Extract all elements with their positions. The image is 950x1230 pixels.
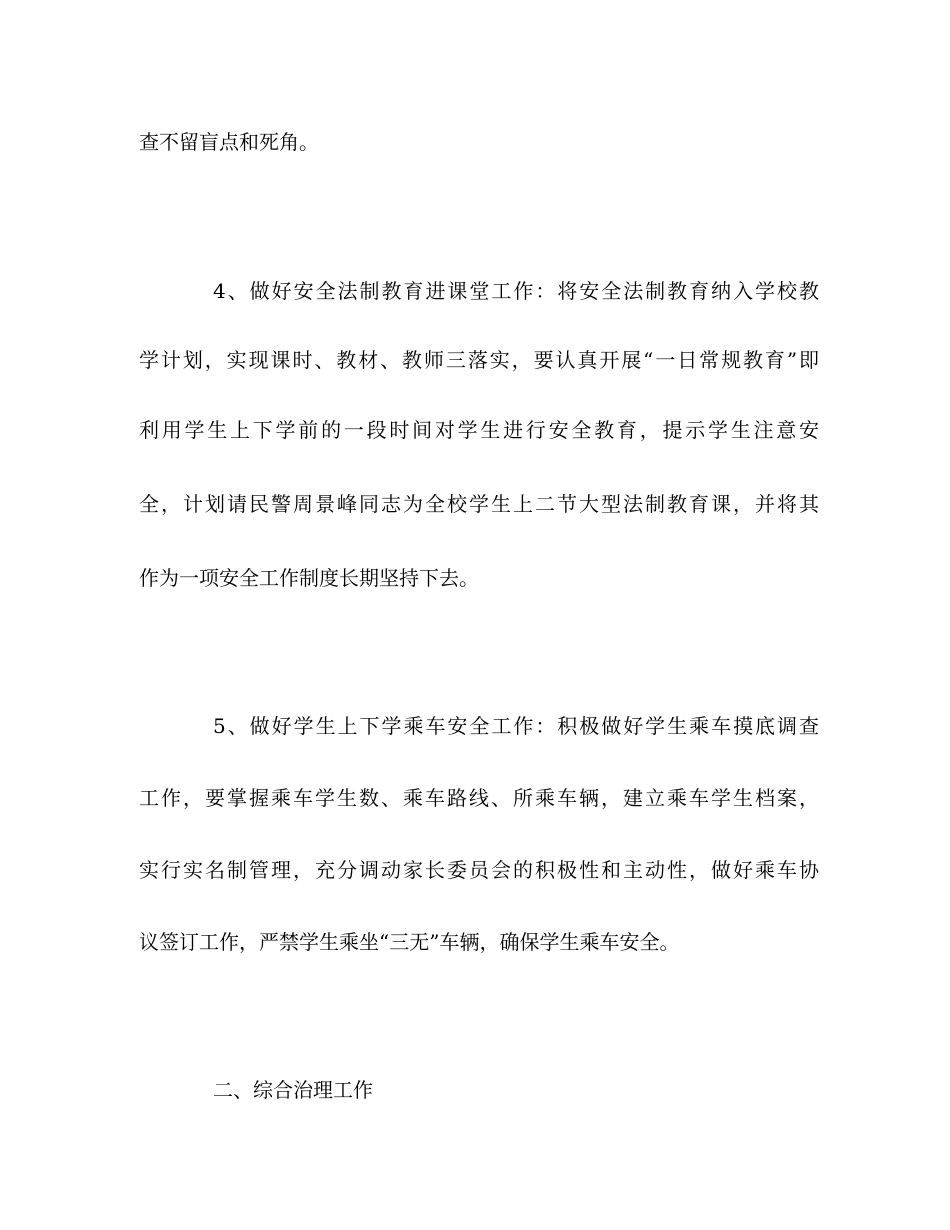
- section-heading: 二、综合治理工作: [213, 1078, 373, 1102]
- paragraph-line: 作为一项安全工作制度长期坚持下去。: [139, 566, 479, 590]
- paragraph-line: 查不留盲点和死角。: [139, 130, 319, 154]
- paragraph-line: 5、做好学生上下学乘车安全工作：积极做好学生乘车摸底调查: [213, 714, 819, 738]
- paragraph-line: 实行实名制管理，充分调动家长委员会的积极性和主动性，做好乘车协: [139, 858, 819, 882]
- paragraph-line: 议签订工作，严禁学生乘坐“三无”车辆，确保学生乘车安全。: [139, 930, 680, 954]
- paragraph-line: 利用学生上下学前的一段时间对学生进行安全教育，提示学生注意安: [139, 418, 819, 442]
- paragraph-line: 全，计划请民警周景峰同志为全校学生上二节大型法制教育课，并将其: [139, 492, 819, 516]
- paragraph-line: 工作，要掌握乘车学生数、乘车路线、所乘车辆，建立乘车学生档案，: [139, 786, 819, 810]
- paragraph-line: 4、做好安全法制教育进课堂工作：将安全法制教育纳入学校教: [213, 279, 819, 303]
- paragraph-line: 学计划，实现课时、教材、教师三落实，要认真开展“一日常规教育”即: [139, 348, 819, 372]
